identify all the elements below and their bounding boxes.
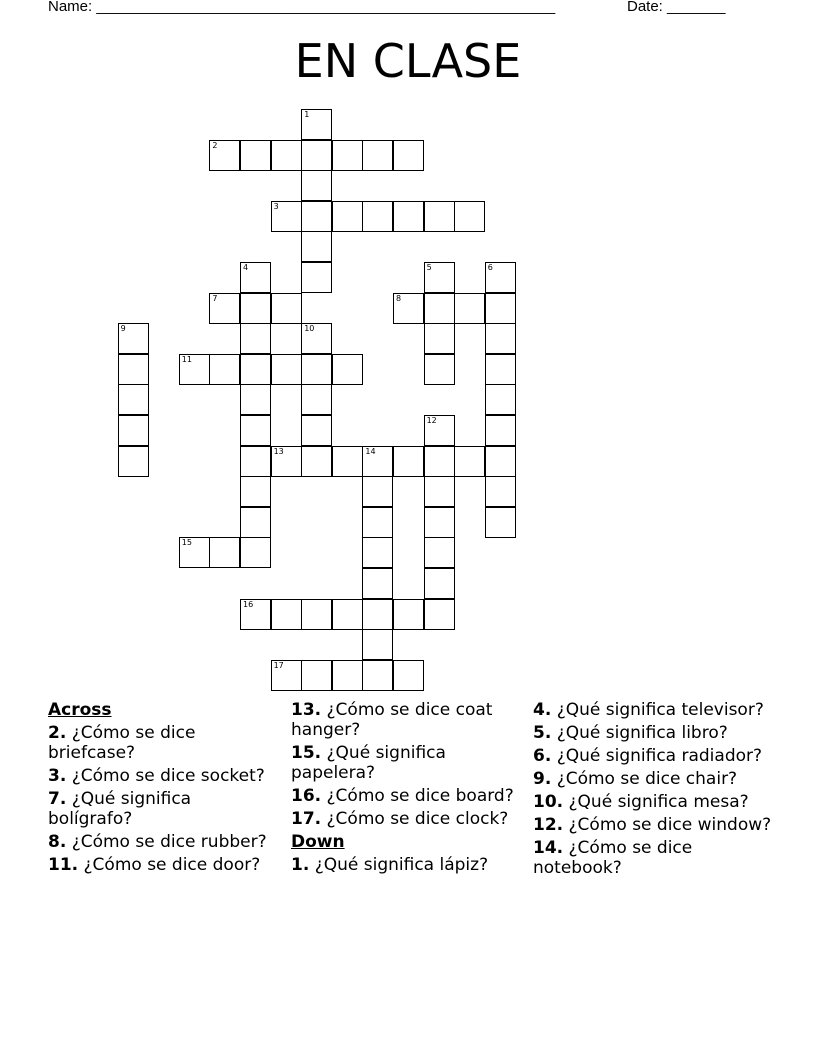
grid-cell[interactable] (485, 354, 516, 385)
grid-cell[interactable] (301, 599, 332, 630)
grid-cell[interactable] (362, 201, 393, 232)
grid-cell[interactable] (393, 599, 424, 630)
grid-cell[interactable] (424, 415, 455, 446)
grid-cell[interactable] (485, 446, 516, 477)
grid-cell[interactable] (393, 660, 424, 691)
cell-number: 7 (212, 293, 218, 303)
grid-cell[interactable] (301, 231, 332, 262)
grid-cell[interactable] (209, 354, 240, 385)
cell-number: 8 (396, 293, 402, 303)
grid-cell[interactable] (424, 262, 455, 293)
cell-number: 17 (273, 660, 284, 670)
grid-cell[interactable] (209, 140, 240, 171)
cell-number: 3 (273, 201, 279, 211)
grid-cell[interactable] (424, 507, 455, 538)
cell-number: 5 (426, 263, 432, 272)
clue-across-8: 8. ¿Cómo se dice rubber? (48, 832, 267, 852)
grid-cell[interactable] (271, 660, 302, 691)
grid-cell[interactable] (424, 446, 455, 477)
grid-cell[interactable] (301, 354, 332, 385)
grid-cell[interactable] (240, 140, 271, 171)
grid-cell[interactable] (393, 140, 424, 171)
grid-cell[interactable] (118, 446, 149, 477)
grid-cell[interactable] (240, 262, 271, 293)
clue-across-11: 11. ¿Cómo se dice door? (48, 855, 261, 875)
grid-cell[interactable] (271, 201, 302, 232)
grid-cell[interactable] (362, 629, 393, 660)
grid-cell[interactable] (424, 201, 455, 232)
grid-cell[interactable] (332, 354, 363, 385)
grid-cell[interactable] (179, 537, 210, 568)
grid-cell[interactable] (271, 354, 302, 385)
date-line: Date: _______ (627, 0, 726, 15)
grid-cell[interactable] (362, 537, 393, 568)
grid-cell[interactable] (301, 446, 332, 477)
grid-cell[interactable] (424, 354, 455, 385)
grid-cell[interactable] (301, 109, 332, 140)
cell-number: 12 (426, 416, 437, 425)
grid-cell[interactable] (301, 384, 332, 415)
grid-cell[interactable] (424, 599, 455, 630)
grid-cell[interactable] (362, 140, 393, 171)
clue-across-2: 2. ¿Cómo se dice briefcase? (48, 723, 196, 763)
grid-cell[interactable] (271, 140, 302, 171)
clue-down-5: 5. ¿Qué significa libro? (533, 723, 728, 743)
across-heading: Across (48, 700, 112, 720)
clue-across-7: 7. ¿Qué significa bolígrafo? (48, 789, 192, 829)
grid-cell[interactable] (332, 201, 363, 232)
name-line: Name: _______________________________________________________ (48, 0, 556, 15)
cell-number: 13 (273, 446, 284, 456)
grid-cell[interactable] (271, 446, 302, 477)
grid-cell[interactable] (424, 323, 455, 354)
clue-across-17: 17. ¿Cómo se dice clock? (291, 809, 509, 829)
grid-cell[interactable] (301, 170, 332, 201)
grid-cell[interactable] (271, 599, 302, 630)
grid-cell[interactable] (118, 384, 149, 415)
grid-cell[interactable] (362, 599, 393, 630)
clue-down-6: 6. ¿Qué significa radiador? (533, 746, 763, 766)
grid-cell[interactable] (301, 201, 332, 232)
grid-cell[interactable] (209, 537, 240, 568)
grid-cell[interactable] (454, 293, 485, 324)
grid-cell[interactable] (240, 599, 271, 630)
grid-cell[interactable] (240, 415, 271, 446)
grid-cell[interactable] (424, 568, 455, 599)
cell-number: 14 (365, 446, 376, 456)
grid-cell[interactable] (332, 140, 363, 171)
clue-across-3: 3. ¿Cómo se dice socket? (48, 766, 265, 786)
clues-column-1 (48, 700, 278, 878)
grid-cell[interactable] (240, 476, 271, 507)
grid-cell[interactable] (301, 262, 332, 293)
clue-across-16: 16. ¿Cómo se dice board? (291, 786, 514, 806)
grid-cell[interactable] (485, 384, 516, 415)
cell-number: 4 (243, 263, 249, 272)
cell-number: 15 (181, 538, 192, 548)
cell-number: 11 (181, 354, 192, 364)
clues-column-3 (533, 700, 783, 881)
grid-cell[interactable] (301, 415, 332, 446)
grid-cell[interactable] (362, 446, 393, 477)
clue-down-10: 10. ¿Qué significa mesa? (533, 792, 749, 812)
grid-cell[interactable] (240, 354, 271, 385)
grid-cell[interactable] (240, 537, 271, 568)
down-heading: Down (291, 832, 345, 852)
clue-down-14: 14. ¿Cómo se dice notebook? (533, 838, 693, 878)
grid-cell[interactable] (454, 201, 485, 232)
grid-cell[interactable] (332, 599, 363, 630)
clues-column-2 (291, 700, 521, 878)
grid-cell[interactable] (240, 293, 271, 324)
grid-cell[interactable] (179, 354, 210, 385)
grid-cell[interactable] (362, 660, 393, 691)
grid-cell[interactable] (301, 660, 332, 691)
clue-down-12: 12. ¿Cómo se dice window? (533, 815, 772, 835)
grid-cell[interactable] (485, 293, 516, 324)
clue-across-13: 13. ¿Cómo se dice coat hanger? (291, 700, 493, 740)
grid-cell[interactable] (332, 446, 363, 477)
cell-number: 16 (243, 599, 254, 609)
grid-cell[interactable] (332, 660, 363, 691)
grid-cell[interactable] (118, 354, 149, 385)
grid-cell[interactable] (485, 507, 516, 538)
grid-cell[interactable] (424, 293, 455, 324)
clue-across-15: 15. ¿Qué significa papelera? (291, 743, 446, 783)
grid-cell[interactable] (301, 323, 332, 354)
grid-cell[interactable] (240, 384, 271, 415)
cell-number: 9 (120, 324, 126, 334)
grid-cell[interactable] (485, 476, 516, 507)
grid-cell[interactable] (393, 446, 424, 477)
grid-cell[interactable] (424, 476, 455, 507)
grid-cell[interactable] (301, 140, 332, 171)
grid-cell[interactable] (485, 262, 516, 293)
cell-number: 6 (487, 263, 493, 272)
grid-cell[interactable] (362, 507, 393, 538)
clue-down-4: 4. ¿Qué significa televisor? (533, 700, 764, 720)
grid-cell[interactable] (240, 323, 271, 354)
clue-down-1: 1. ¿Qué significa lápiz? (291, 855, 489, 875)
grid-cell[interactable] (393, 201, 424, 232)
cell-number: 2 (212, 140, 218, 150)
grid-cell[interactable] (118, 323, 149, 354)
grid-cell[interactable] (240, 507, 271, 538)
cell-number: 1 (304, 110, 310, 119)
grid-cell[interactable] (209, 293, 240, 324)
grid-cell[interactable] (362, 476, 393, 507)
grid-cell[interactable] (485, 323, 516, 354)
grid-cell[interactable] (240, 446, 271, 477)
grid-cell[interactable] (454, 446, 485, 477)
page-title: EN CLASE (294, 34, 522, 88)
clue-down-9: 9. ¿Cómo se dice chair? (533, 769, 738, 789)
grid-cell[interactable] (485, 415, 516, 446)
grid-cell[interactable] (362, 568, 393, 599)
grid-cell[interactable] (118, 415, 149, 446)
grid-cell[interactable] (271, 293, 302, 324)
cell-number: 10 (304, 324, 315, 334)
grid-cell[interactable] (393, 293, 424, 324)
grid-cell[interactable] (424, 537, 455, 568)
